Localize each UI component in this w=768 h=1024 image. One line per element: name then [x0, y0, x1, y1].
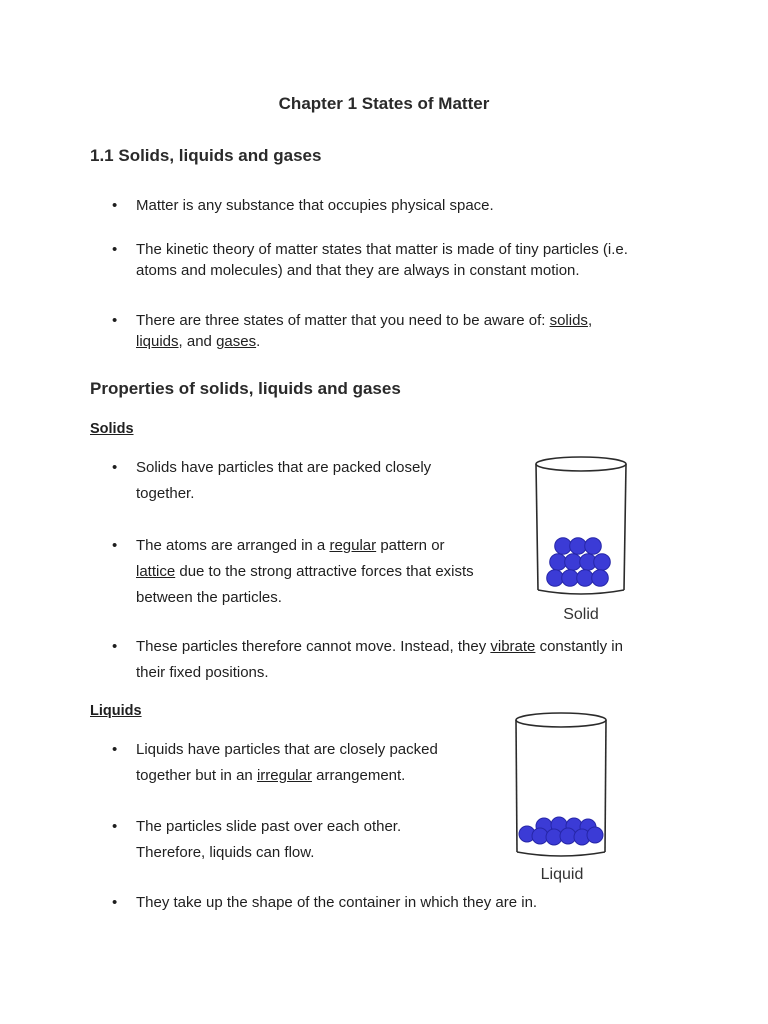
bullet-text	[136, 310, 592, 352]
text-run: arrangement.	[311, 767, 406, 784]
text-run: their fixed positions.	[136, 664, 269, 681]
bullet-icon	[112, 239, 130, 260]
bullet-text	[136, 455, 431, 507]
bullet-icon	[112, 634, 130, 660]
term-solids: solids	[549, 312, 588, 329]
bullet-icon	[112, 737, 130, 763]
bullet-icon	[112, 310, 130, 331]
list-item	[112, 533, 512, 611]
bullet-line: The particles slide past over each other.	[136, 818, 402, 835]
solid-beaker-figure	[530, 452, 634, 602]
text-run: pattern or	[376, 537, 445, 554]
list-item	[112, 634, 712, 686]
liquid-label: Liquid	[540, 866, 584, 883]
term-liquids: liquids	[136, 333, 179, 350]
term-vibrate: vibrate	[490, 638, 536, 655]
list-item	[112, 814, 512, 866]
liquid-beaker-figure	[510, 708, 614, 866]
bullet-text	[136, 814, 401, 866]
text-run: together but in an	[136, 767, 257, 784]
solid-particles	[547, 538, 611, 587]
bullet-line: The kinetic theory of matter states that matter is made of tiny particles (i.e.	[136, 241, 628, 258]
list-item	[112, 310, 712, 352]
bullet-line: atoms and molecules) and that they are always in constant motion.	[136, 262, 580, 279]
bullet-icon	[112, 890, 130, 916]
text-run: Liquids have particles that are closely packed	[136, 741, 438, 758]
text-run: .	[256, 333, 261, 350]
liquid-particles	[519, 817, 603, 845]
term-lattice: lattice	[136, 563, 176, 580]
term-regular: regular	[329, 537, 377, 554]
bullet-icon	[112, 533, 130, 559]
chapter-title: Chapter 1 States of Matter	[278, 94, 490, 113]
bullet-icon	[112, 455, 130, 481]
list-item	[112, 737, 512, 789]
bullet-text	[136, 239, 628, 281]
text-run: There are three states of matter that you need to be aware of:	[136, 312, 550, 329]
term-irregular: irregular	[256, 767, 312, 784]
text-run: These particles therefore cannot move. Instead, they	[136, 638, 491, 655]
solids-heading: Solids	[90, 421, 134, 437]
properties-heading: Properties of solids, liquids and gases	[90, 379, 401, 398]
bullet-text	[136, 634, 623, 686]
solid-label: Solid	[563, 606, 599, 623]
list-item	[112, 890, 712, 916]
text-run: ,	[587, 312, 593, 329]
list-item	[112, 239, 712, 281]
text-run: between the particles.	[136, 589, 282, 606]
text-run: The atoms are arranged in a	[136, 537, 330, 554]
text-run: , and	[178, 333, 217, 350]
section-heading: 1.1 Solids, liquids and gases	[90, 146, 322, 165]
text-run: due to the strong attractive forces that exists	[175, 563, 474, 580]
bullet-icon	[112, 814, 130, 840]
bullet-icon	[112, 195, 130, 216]
bullet-text	[136, 533, 474, 611]
bullet-text: Matter is any substance that occupies physical space.	[136, 197, 494, 214]
liquids-heading: Liquids	[90, 703, 142, 719]
list-item	[112, 195, 712, 216]
bullet-text	[136, 737, 438, 789]
term-gases: gases	[216, 333, 257, 350]
text-run: constantly in	[535, 638, 623, 655]
list-item	[112, 455, 512, 507]
bullet-text: They take up the shape of the container in which they are in.	[136, 894, 538, 911]
bullet-line: Solids have particles that are packed closely	[136, 459, 432, 476]
bullet-line: Therefore, liquids can flow.	[136, 844, 315, 861]
bullet-line: together.	[136, 485, 195, 502]
